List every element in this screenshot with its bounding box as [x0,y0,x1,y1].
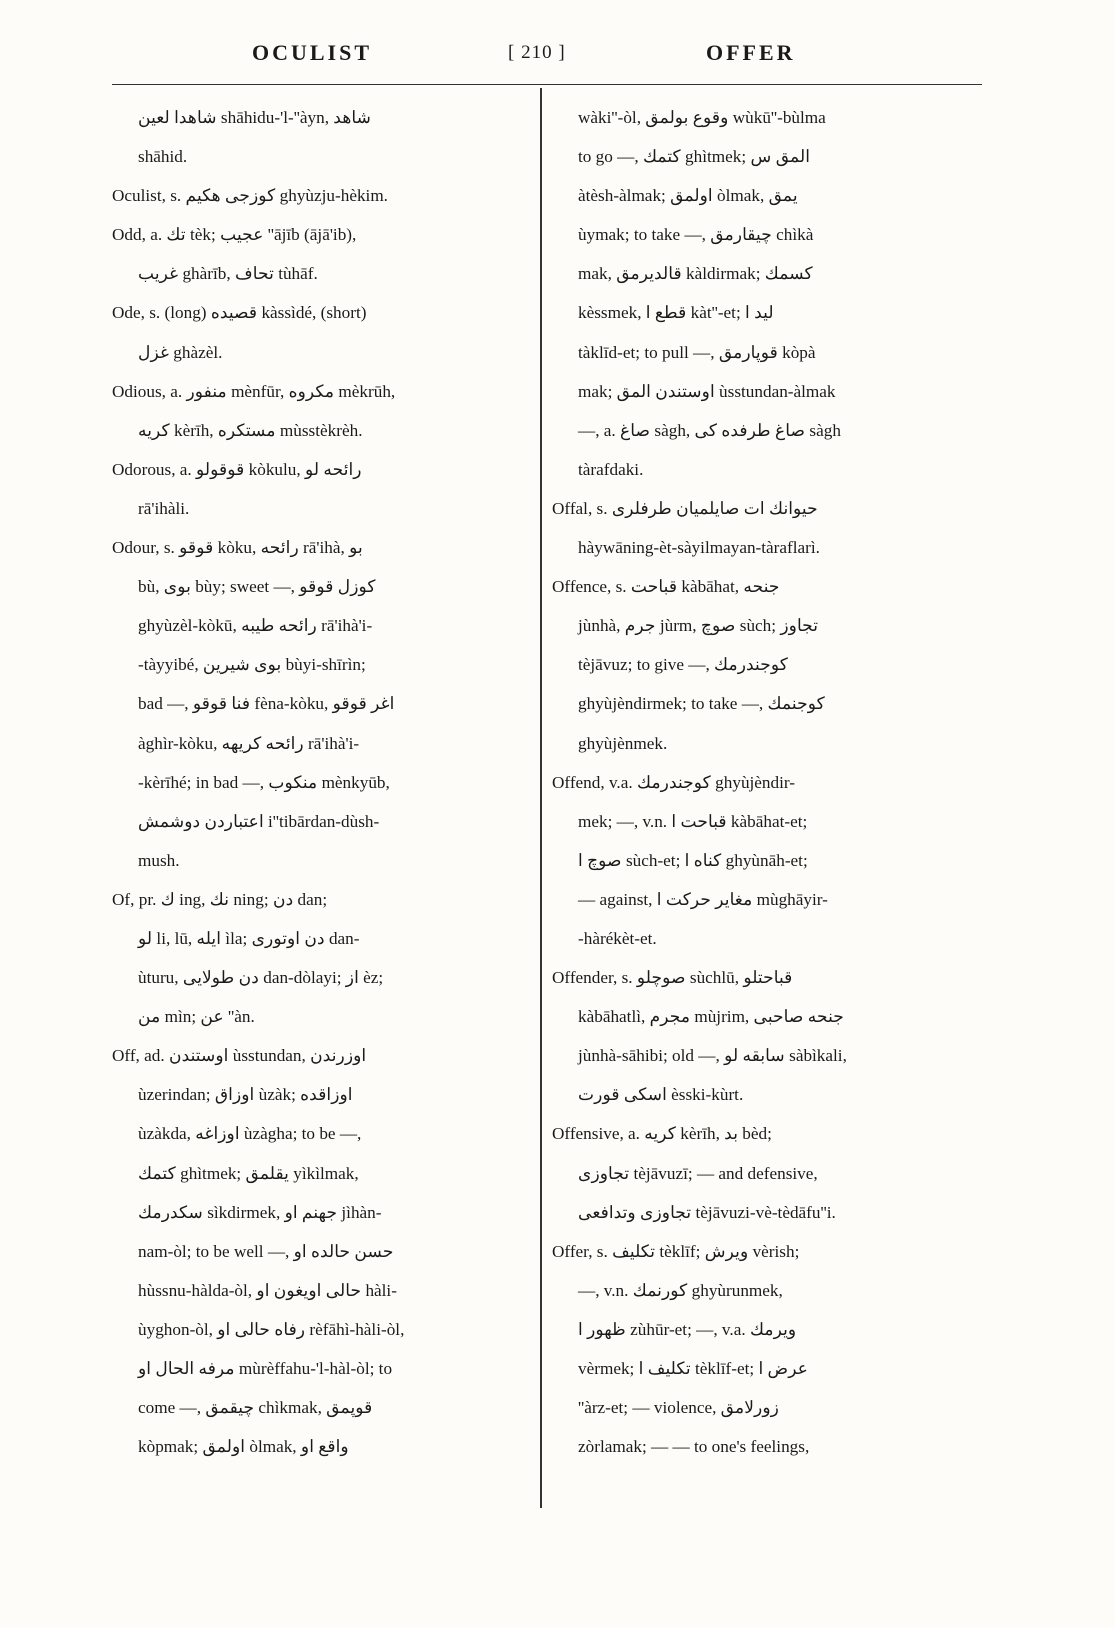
dictionary-line: Offer, s. تكليف tèklīf; ويرش vèrish; [552,1241,800,1261]
dictionary-line: صوچ ا sùch-et; كناه ا ghyùnāh-et; [578,850,808,870]
dictionary-line: to go —, كتمك ghìtmek; المق س [578,147,810,167]
dictionary-line: اسكى قورت èsski-kùrt. [578,1085,744,1105]
dictionary-line: Of, pr. ك ing, نك ning; دن dan; [112,889,328,909]
running-head-left: OCULIST [252,40,373,65]
dictionary-line: ùzerindan; اوزاق ùzàk; اوزاقده [138,1085,353,1105]
dictionary-line: Offensive, a. كريه kèrīh, بد bèd; [552,1124,772,1144]
dictionary-line: ghyùjènmek. [578,733,668,753]
dictionary-line: Offence, s. قباحت kàbāhat, جنحه [552,577,780,597]
dictionary-line: rā'ihàli. [138,498,190,518]
dictionary-line: àghìr-kòku, رائحه كريهه rā'ihà'i- [138,733,360,753]
dictionary-line: اعتباردن دوشمش i''tibārdan-dùsh- [138,811,380,831]
page-number: [ 210 ] [508,42,566,63]
left-column [112,98,530,1466]
dictionary-line: كريه kèrīh, مستكره mùsstèkrèh. [138,420,363,440]
header-rule [112,84,982,85]
dictionary-line: Offend, v.a. كوجندرمك ghyùjèndir- [552,772,796,792]
dictionary-line: kòpmak; اولمق òlmak, واقع او [138,1437,349,1457]
running-head-right: OFFER [706,40,796,65]
dictionary-line: mush. [138,850,180,870]
dictionary-line: àtèsh-àlmak; اولمق òlmak, يمق [578,186,798,206]
dictionary-line: غزل ghàzèl. [138,342,223,362]
dictionary-line: ùturu, دن طولايى dan-dòlayi; از èz; [138,968,384,988]
dictionary-line: —, v.n. كورنمك ghyùrunmek, [578,1280,783,1300]
dictionary-line: hùssnu-hàlda-òl, حالى اويغون او hàli- [138,1280,397,1300]
dictionary-line: Offender, s. صوچلو sùchlū, قباحتلو [552,968,793,988]
dictionary-line: Offal, s. حيوانك ات صايلميان طرفلرى [552,498,818,518]
dictionary-line: hàywāning-èt-sàyilmayan-tàraflarì. [578,538,820,558]
dictionary-line: -hàrékèt-et. [578,928,657,948]
dictionary-line: kèssmek, قطع ا kàt''-et; ليد ا [578,303,774,323]
dictionary-line: سكدرمك sìkdirmek, جهنم او jìhàn- [138,1202,382,1222]
dictionary-line: لو li, lū, ايله ìla; دن اوتورى dan- [138,928,360,948]
dictionary-line: wàki''-òl, وقوع بولمق wùkū''-bùlma [578,108,826,127]
dictionary-line: -tàyyibé, بوى شيرين bùyi-shīrìn; [138,655,366,675]
dictionary-line: tàrafdaki. [578,459,644,479]
dictionary-line: bù, بوى bùy; sweet —, كوزل قوقو [138,577,376,597]
dictionary-line: غريب ghàrīb, تحاف tùhāf. [138,264,318,284]
page-header [0,40,1115,80]
dictionary-line: Odd, a. تك tèk; عجيب ''ājīb (ājā'ib), [112,225,357,245]
dictionary-line: come —, چيقمق chìkmak, قوپمق [138,1398,373,1418]
dictionary-line: -kèrīhé; in bad —, منكوب mènkyūb, [138,772,390,792]
dictionary-line: Oculist, s. كوزجى هكيم ghyùzju-hèkim. [112,186,388,206]
dictionary-line: jùnhà, جرم jùrm, صوچ sùch; تجاوز [578,616,819,636]
dictionary-line: — against, مغاير حركت ا mùghāyir- [578,889,828,909]
dictionary-line: شاهدا لعين shāhidu-'l-''àyn, شاهد [138,108,372,127]
dictionary-line: nam-òl; to be well —, حسن حالده او [138,1241,394,1261]
dictionary-line: ''àrz-et; — violence, زورلامق [578,1398,779,1418]
dictionary-line: vèrmek; تكليف ا tèklīf-et; عرض ا [578,1359,809,1378]
dictionary-line: zòrlamak; — — to one's feelings, [578,1437,810,1457]
dictionary-line: shāhid. [138,147,188,167]
dictionary-line: ùyghon-òl, رفاه حالى او rèfāhì-hàli-òl, [138,1319,405,1339]
right-column [552,98,977,1466]
dictionary-line: Odious, a. منفور mènfūr, مكروه mèkrūh, [112,381,396,401]
dictionary-line: ùzàkda, اوزاغه ùzàgha; to be —, [138,1124,362,1144]
dictionary-line: ظهور ا zùhūr-et; —, v.a. ويرمك [578,1319,797,1339]
dictionary-line: مرفه الحال او mùrèffahu-'l-hàl-òl; to [138,1359,393,1378]
dictionary-line: kàbāhatlì, مجرم mùjrim, جنحه صاحبى [578,1007,844,1027]
dictionary-line: mak; اوستندن المق ùsstundan-àlmak [578,381,836,401]
dictionary-line: jùnhà-sāhibi; old —, سابقه لو sàbìkali, [578,1046,847,1066]
dictionary-line: Ode, s. (long) قصيده kàssìdé, (short) [112,303,367,323]
dictionary-line: Off, ad. اوستندن ùsstundan, اوزرندن [112,1046,367,1066]
dictionary-line: mek; —, v.n. قباحت ا kàbāhat-et; [578,811,808,831]
dictionary-line: تجاوزى tèjāvuzī; — and defensive, [578,1163,818,1183]
dictionary-line: tàklīd-et; to pull —, قوپارمق kòpà [578,342,816,362]
dictionary-line: ghyùzèl-kòkū, رائحه طيبه rā'ihà'i- [138,616,373,636]
dictionary-line: ghyùjèndirmek; to take —, كوجنمك [578,694,825,714]
dictionary-line: bad —, فنا قوقو fèna-kòku, اغر قوقو [138,694,395,714]
dictionary-line: Odorous, a. قوقولو kòkulu, رائحه لو [112,459,362,479]
dictionary-line: ùymak; to take —, چيقارمق chìkà [578,225,814,245]
dictionary-line: Odour, s. قوقو kòku, رائحه rā'ihà, بو [112,538,363,558]
dictionary-line: تجاوزى وتدافعى tèjāvuzi-vè-tèdāfu''i. [578,1202,836,1222]
dictionary-line: من mìn; عن ''àn. [138,1007,255,1027]
dictionary-line: كتمك ghìtmek; يقلمق yìkìlmak, [138,1163,359,1183]
dictionary-line: tèjāvuz; to give —, كوجندرمك [578,655,788,675]
dictionary-line: mak, قالديرمق kàldirmak; كسمك [578,264,813,284]
dictionary-line: —, a. صاغ sàgh, صاغ طرفده كى sàgh [578,420,841,440]
column-divider [540,88,542,1508]
